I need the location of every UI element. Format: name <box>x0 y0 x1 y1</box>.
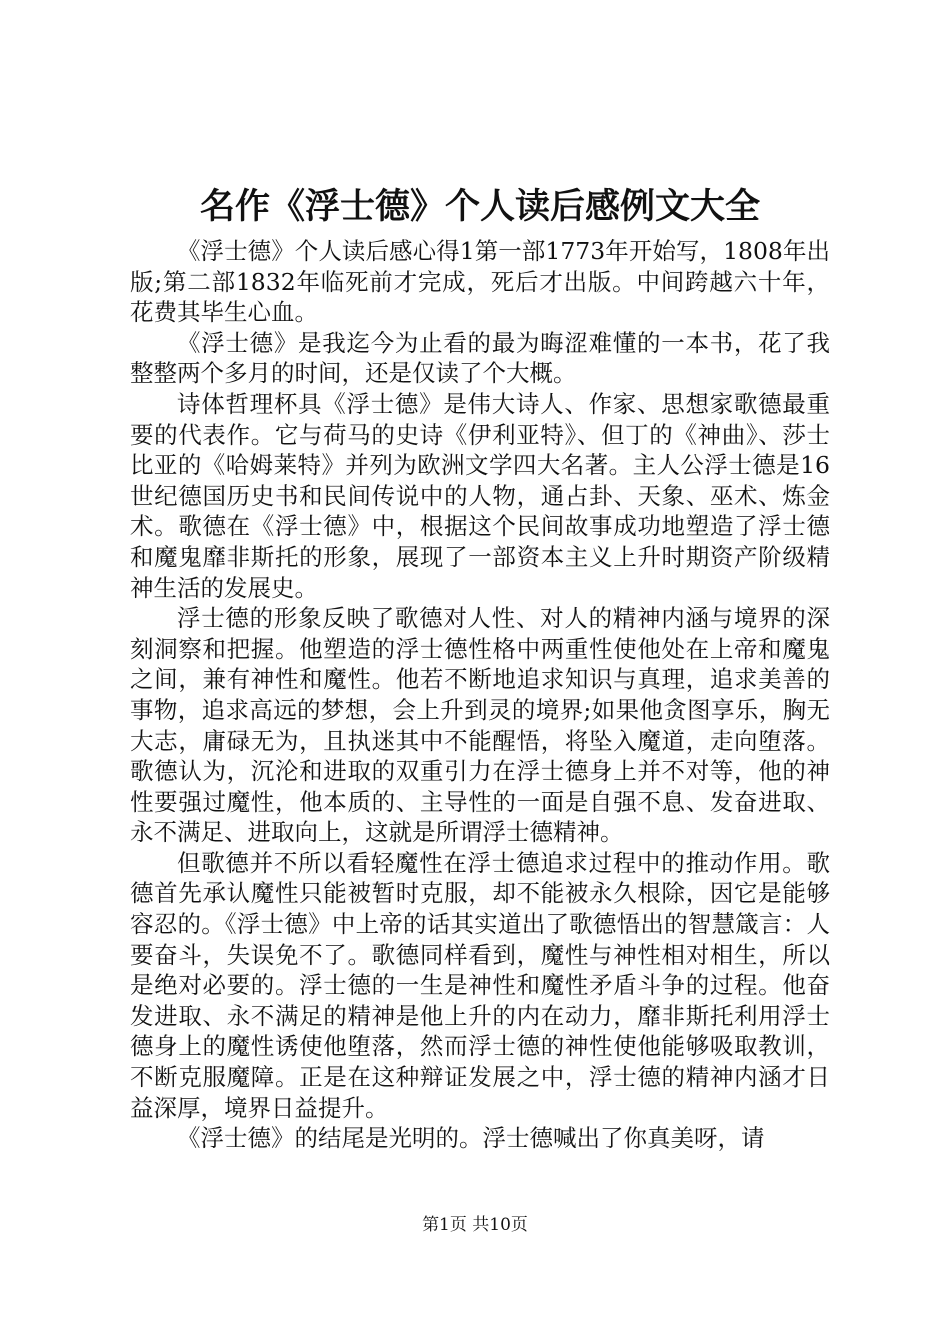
paragraph: 《浮士德》个人读后感心得1第一部1773年开始写，1808年出版;第二部1832年临死前才完成，死后才出版。中间跨越六十年，花费其毕生心血。 <box>130 237 830 327</box>
page-number-footer: 第1页 共10页 <box>422 1215 528 1235</box>
paragraph: 《浮士德》的结尾是光明的。浮士德喊出了你真美呀，请 <box>177 1124 765 1153</box>
paragraph: 但歌德并不所以看轻魔性在浮士德追求过程中的推动作用。歌德首先承认魔性只能被暂时克服，却不能被永久根除，因它是能够容忍的。《浮士德》中上帝的话其实道出了歌德悟出的智慧箴言：人要奋斗，失误免不了。歌德同样看到，魔性与神性相对相生，所以是绝对必要的。浮士德的一生是神性和魔性矛盾斗争的过程。他奋发进取、永不满足的精神是他上升的内在动力，靡非斯托利用浮士德身上的魔性诱使他堕落，然而浮士德的神性使他能够吸取教训，不断克服魔障。正是在这种辩证发展之中，浮士德的精神内涵才日益深厚，境界日益提升。 <box>130 848 830 1122</box>
paragraph: 浮士德的形象反映了歌德对人性、对人的精神内涵与境界的深刻洞察和把握。他塑造的浮士德性格中两重性使他处在上帝和魔鬼之间，兼有神性和魔性。他若不断地追求知识与真理，追求美善的事物，追求高远的梦想，会上升到灵的境界;如果他贪图享乐，胸无大志，庸碌无为，且执迷其中不能醒悟，将坠入魔道，走向堕落。歌德认为，沉沦和进取的双重引力在浮士德身上并不对等，他的神性要强过魔性，他本质的、主导性的一面是自强不息、发奋进取、永不满足、进取向上，这就是所谓浮士德精神。 <box>130 604 830 847</box>
document-body <box>130 236 830 1154</box>
document-title: 名作《浮士德》个人读后感例文大全 <box>199 186 760 227</box>
paragraph: 诗体哲理杯具《浮士德》是伟大诗人、作家、思想家歌德最重要的代表作。它与荷马的史诗《伊利亚特》、但丁的《神曲》、莎士比亚的《哈姆莱特》并列为欧洲文学四大名著。主人公浮士德是16世纪德国历史书和民间传说中的人物，通占卦、天象、巫术、炼金术。歌德在《浮士德》中，根据这个民间故事成功地塑造了浮士德和魔鬼靡非斯托的形象，展现了一部资本主义上升时期资产阶级精神生活的发展史。 <box>130 389 830 602</box>
paragraph: 《浮士德》是我迄今为止看的最为晦涩难懂的一本书，花了我整整两个多月的时间，还是仅读了个大概。 <box>130 328 830 388</box>
